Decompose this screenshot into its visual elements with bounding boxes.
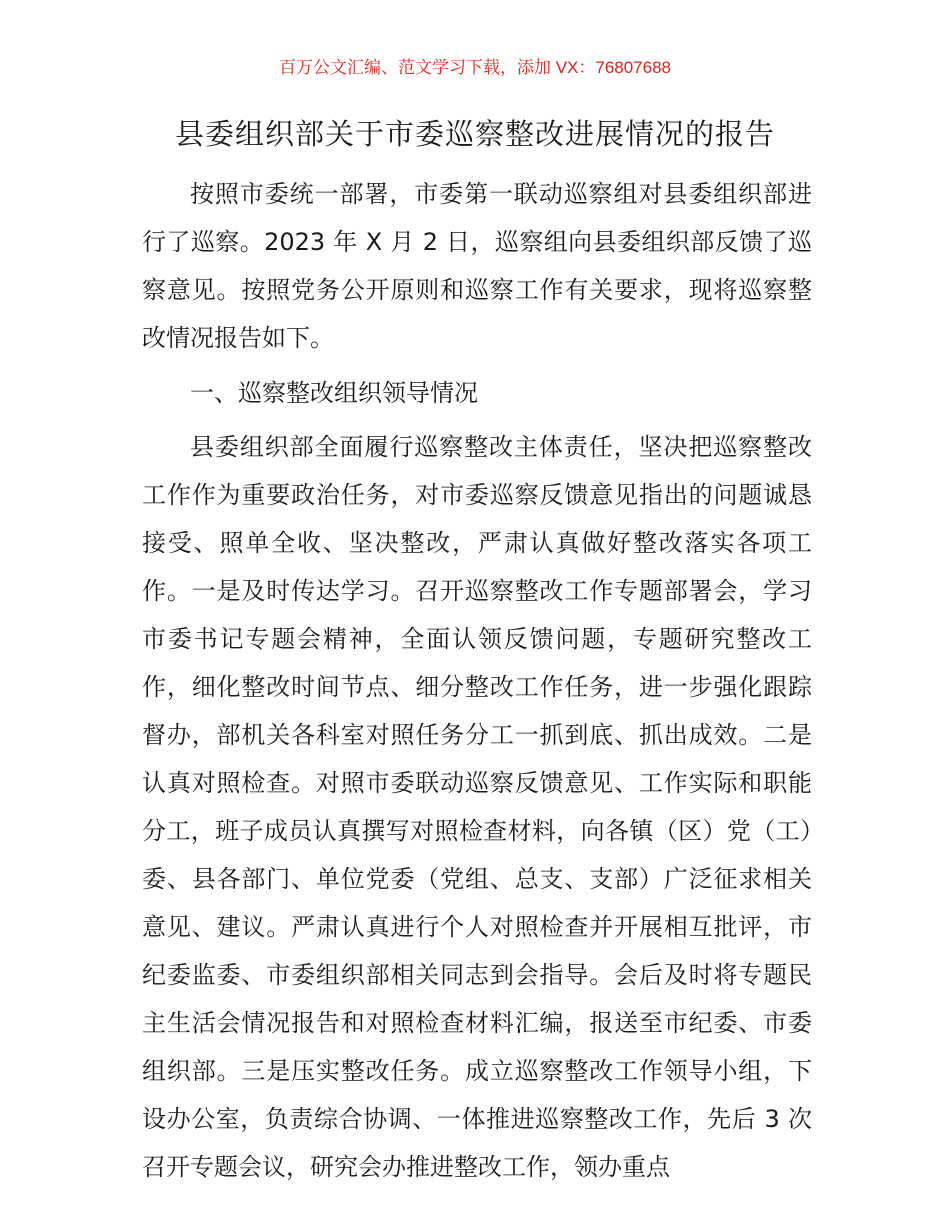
section-paragraph: 县委组织部全面履行巡察整改主体责任，坚决把巡察整改工作作为重要政治任务，对市委巡察反馈意见指出的问题诚恳接受、照单全收、坚决整改，严肃认真做好整改落实各项工作。一是及时传达学习。召开巡察整改工作专题部署会，学习市委书记专题会精神，全面认领反馈问题，专题研究整改工作，细化整改时间节点、细分整改工作任务，进一步强化跟踪督办，部机关各科室对照任务分工一抓到底、抓出成效。二是认真对照检查。对照市委联动巡察反馈意见、工作实际和职能分工，班子成员认真撰写对照检查材料，向各镇（区）党（工）委、县各部门、单位党委（党组、总支、支部）广泛征求相关意见、建议。严肃认真进行个人对照检查并开展相互批评，市纪委监委、市委组织部相关同志到会指导。会后及时将专题民主生活会情况报告和对照检查材料汇编，报送至市纪委、市委组织部。三是压实整改任务。成立巡察整改工作领导小组，下设办公室，负责综合协调、一体推进巡察整改工作，先后 3 次召开专题会议，研究会办推进整改工作，领办重点 [142, 433, 812, 1181]
document-title: 县委组织部关于市委巡察整改进展情况的报告 [174, 117, 775, 151]
watermark-banner: 百万公文汇编、范文学习下载，添加 VX：76807688 [278, 58, 672, 77]
document-body [142, 170, 812, 1198]
section-heading: 一、巡察整改组织领导情况 [190, 378, 478, 407]
intro-paragraph: 按照市委统一部署，市委第一联动巡察组对县委组织部进行了巡察。2023 年 X 月 2 日，巡察组向县委组织部反馈了巡察意见。按照党务公开原则和巡察工作有关要求，现将巡察整改情况报告如下。 [142, 180, 812, 352]
